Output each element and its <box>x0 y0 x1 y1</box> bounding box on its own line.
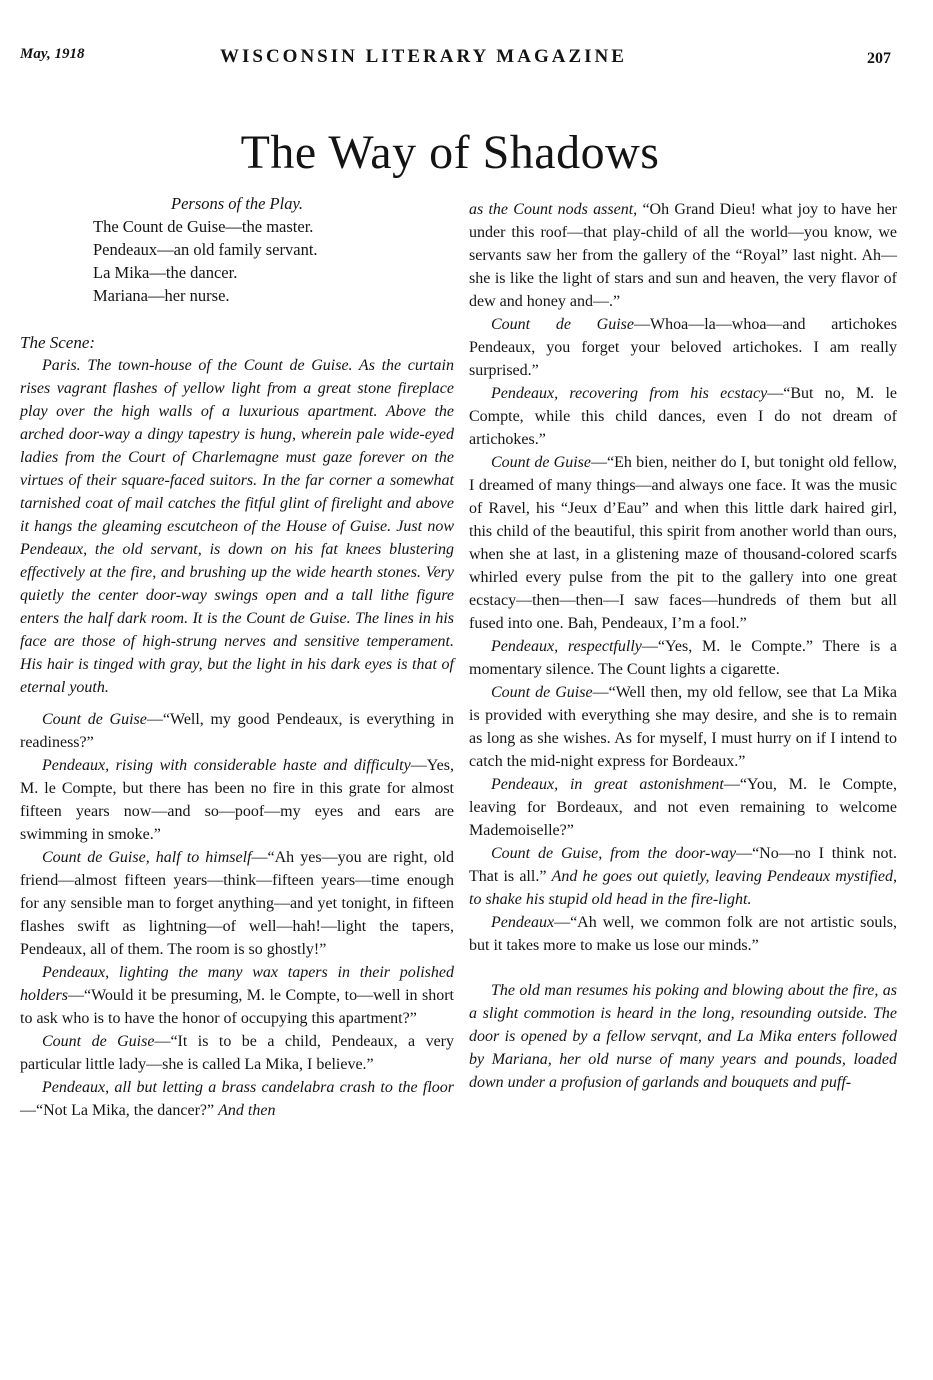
speaker: Pendeaux, recovering from his ecstacy <box>491 385 768 402</box>
scene-text: The town-house of the Count de Guise. As the curtain rises vagrant flashes of yellow light from a great stone fireplace play over the high walls of a luxurious apartment. Above the arched door-way a dingy tapestry is hung, wherein pale wide-eyed ladies from the Court of Charlemagne must gaze forever on the virtues of their square-faced suitors. In the far corner a somewhat tarnished coat of mail catches the fitful glint of firelight and above it hangs the gleaming escutcheon of the House of Guise. Just now Pendeaux, the old servant, is down on his fat knees blustering effectively at the fire, and brushing up the wide hearth stones. Very quietly the center door-way swings open and a tall lithe figure enters the half dark room. It is the Count de Guise. The lines in his face are those of high-strung nerves and sensitive temperament. His hair is tinged with gray, but the light in his dark eyes is that of eternal youth. <box>20 357 454 696</box>
speaker: Count de Guise <box>42 711 147 728</box>
narration: There is a momentary silence. The Count lights a cigarette. <box>469 638 898 678</box>
stage-direction: And then <box>218 1102 276 1119</box>
persons-heading: Persons of the Play. <box>171 194 303 213</box>
stage-direction: as the Count nods assent, <box>469 201 638 218</box>
speaker: Pendeaux <box>491 914 555 931</box>
speech: —“Ah well, we common folk are not artistic souls, but it takes more to make us lose our minds.” <box>469 914 897 954</box>
cast-item: The Count de Guise—the master. <box>93 217 314 236</box>
speech: —Yes, M. le Compte, but there has been no fire in this grate for almost fifteen years now—and so—poof—my eyes and ears are swimming in smoke.” <box>20 757 454 843</box>
speaker: Count de Guise <box>42 1033 155 1050</box>
speech: —“Well then, my old fellow, see that La Mika is provided with everything she may desire, and she is to remain as long as she wishes. As for myself, I must hurry on if I intend to catch the mid-night express for Bordeaux.” <box>469 684 898 770</box>
speech: —“But no, M. le Compte, while this child dances, even I do not dream of artichokes.” <box>469 385 897 448</box>
dialogue-paragraph <box>469 842 897 911</box>
dialogue-paragraph <box>469 773 897 842</box>
right-column <box>469 198 897 1094</box>
scene-direction <box>20 354 454 699</box>
dialogue-paragraph <box>20 1076 454 1122</box>
dialogue-paragraph <box>20 846 454 961</box>
dialogue-paragraph <box>20 961 454 1030</box>
speech: —“Not La Mika, the dancer?” <box>20 1102 215 1119</box>
speech: —“It is to be a child, Pendeaux, a very particular little lady—she is called La Mika, I believe.” <box>20 1033 454 1073</box>
speaker: Count de Guise, half to himself <box>42 849 252 866</box>
dialogue-paragraph <box>469 635 897 681</box>
dialogue-paragraph <box>469 911 897 957</box>
speech: —“No—no I think not. That is all.” <box>469 845 897 885</box>
dialogue-paragraph <box>469 681 897 773</box>
speaker: Count de Guise <box>491 316 635 333</box>
speech: —“Yes, M. le Compte.” <box>641 638 814 655</box>
stage-direction: And he goes out quietly, leaving Pendeaux mystified, to shake his stupid old head in the fire-light. <box>469 868 897 908</box>
dialogue-paragraph <box>469 198 897 313</box>
running-header <box>0 46 933 72</box>
speech: “Oh Grand Dieu! what joy to have her under this roof—that play-child of all the world—you know, we servants saw her from the gallery of the “Royal” last night. Ah—she is like the light of stars and sun and heaven, the very flavor of dew and honey and—.” <box>469 201 897 310</box>
issue-date: May, 1918 <box>20 46 85 62</box>
cast-list <box>20 215 454 307</box>
cast-item: Pendeaux—an old family servant. <box>93 240 318 259</box>
scene-place: Paris. <box>42 357 81 374</box>
speech: —Whoa—la—whoa—and artichokes Pendeaux, you forget your beloved artichokes. I am really surprised.” <box>469 316 898 379</box>
speech: —“Well, my good Pendeaux, is everything in readiness?” <box>20 711 454 751</box>
page-number: 207 <box>867 50 891 67</box>
speech: —“Eh bien, neither do I, but tonight old fellow, I dreamed of many things—and always one face. It was the music of Ravel, his “Jeux d’Eau” and when this little dark haired girl, this child of the beautiful, this spirit from another world than ours, when she at last, in a glistening maze of thousand-colored scarfs whirled every pulse from the pit to the gallery into one great ecstacy—then—then—I saw faces—hundreds of them but all fused into one. Bah, Pendeaux, I’m a fool.” <box>469 454 898 632</box>
speaker: Pendeaux, rising with considerable haste and difficulty <box>42 757 411 774</box>
closing-stage-direction: The old man resumes his poking and blowing about the fire, as a slight commotion is heard in the long, resounding outside. The door is opened by a fellow servqnt, and La Mika enters followed by Mariana, her old nurse of many years and pounds, loaded down under a profusion of garlands and bouquets and puff- <box>469 982 897 1091</box>
speech: —“You, M. le Compte, leaving for Bordeaux, and not even remaining to welcome Mademoiselle?” <box>469 776 897 839</box>
dialogue-paragraph <box>20 708 454 754</box>
scene-label: The Scene: <box>20 333 96 352</box>
speaker: Pendeaux, respectfully <box>491 638 642 655</box>
speaker: Count de Guise <box>491 454 591 471</box>
speech: —“Ah yes—you are right, old friend—almost fifteen years—think—fifteen years—time enough for any sensible man to forget anything—and yet tonight, in fifteen flashes swift as lightning—of well—hah!—light the tapers, Pendeaux, all of them. The room is so ghostly!” <box>20 849 454 958</box>
speaker: Count de Guise <box>491 684 593 701</box>
speaker: Count de Guise, from the door-way <box>491 845 737 862</box>
dialogue-paragraph <box>20 754 454 846</box>
speech: —“Would it be presuming, M. le Compte, to—well in short to ask who is to have the honor of occupying this apartment?” <box>20 987 454 1027</box>
dialogue-paragraph <box>469 382 897 451</box>
cast-item: Mariana—her nurse. <box>93 286 230 305</box>
dialogue-paragraph <box>20 1030 454 1076</box>
speaker: Pendeaux, lighting the many wax tapers in their polished holders <box>20 964 454 1004</box>
cast-item: La Mika—the dancer. <box>93 263 238 282</box>
play-title: The Way of Shadows <box>240 126 660 179</box>
speaker: Pendeaux, in great astonishment <box>491 776 724 793</box>
speaker: Pendeaux, all but letting a brass candelabra crash to the floor <box>42 1079 454 1096</box>
dialogue-paragraph <box>469 313 897 382</box>
magazine-title: WISCONSIN LITERARY MAGAZINE <box>220 46 627 67</box>
dialogue-paragraph <box>469 451 897 635</box>
left-column <box>20 192 454 1122</box>
